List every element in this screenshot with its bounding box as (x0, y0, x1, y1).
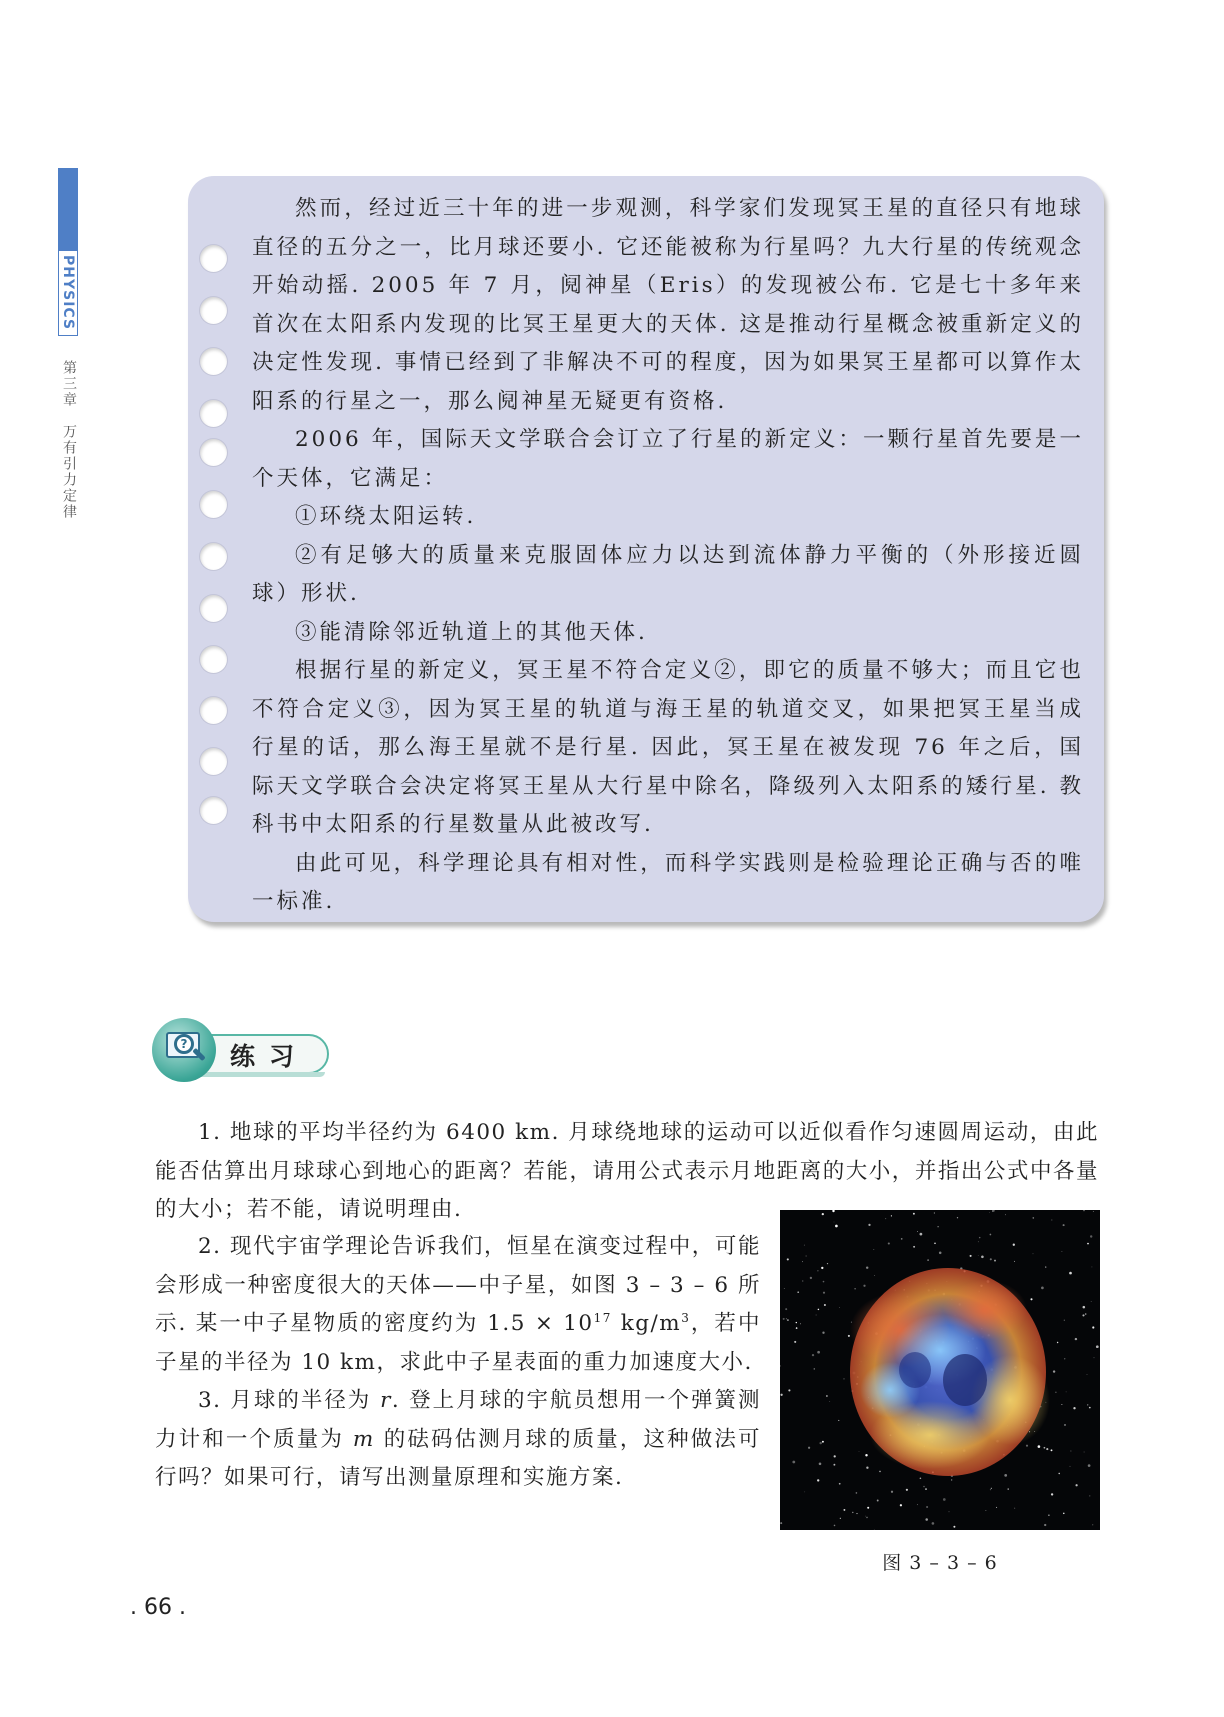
star (819, 1442, 821, 1444)
star (859, 1451, 860, 1452)
star (1061, 1251, 1062, 1252)
star (979, 1237, 980, 1238)
star (989, 1212, 990, 1213)
star (923, 1486, 925, 1488)
star (824, 1304, 826, 1306)
star (986, 1510, 987, 1511)
binder-ring (200, 797, 227, 824)
star (996, 1507, 997, 1508)
star (1032, 1217, 1034, 1219)
star (1075, 1338, 1077, 1340)
star (891, 1491, 893, 1493)
star (1005, 1214, 1006, 1215)
page-number: . 66 . (130, 1595, 186, 1620)
star (937, 1226, 938, 1227)
star (866, 1517, 868, 1519)
reading-paragraph: 2006 年，国际天文学联合会订立了行星的新定义：一颗行星首先要是一个天体，它满足： (252, 427, 1084, 491)
star (920, 1478, 922, 1480)
exercise-title: 练习 (230, 1042, 309, 1071)
star (796, 1322, 797, 1323)
star (927, 1259, 929, 1261)
star (823, 1281, 825, 1283)
star (1092, 1326, 1094, 1328)
star (885, 1218, 886, 1219)
side-color-bar (58, 168, 78, 250)
star (1064, 1358, 1065, 1359)
reading-list-item: ①环绕太阳运转. (295, 504, 477, 529)
star (991, 1488, 992, 1489)
star (806, 1256, 807, 1257)
question-3-text (155, 1382, 761, 1498)
star (854, 1288, 855, 1289)
star (1014, 1508, 1015, 1509)
star (943, 1498, 946, 1501)
binder-ring (200, 439, 227, 466)
star (1096, 1345, 1099, 1348)
star (874, 1275, 875, 1276)
star (1008, 1488, 1009, 1489)
question-2-part-c: ，若中子星的半径为 10 km，求此中子星表面的重力加速度大小. (155, 1311, 761, 1375)
star (920, 1233, 923, 1236)
star (829, 1401, 830, 1402)
star (792, 1461, 795, 1464)
question-3-part-a: 3. 月球的半径为 (198, 1388, 381, 1413)
star (848, 1335, 850, 1337)
star (1064, 1320, 1065, 1321)
star (822, 1213, 824, 1215)
binder-ring (200, 245, 227, 272)
star (913, 1213, 915, 1215)
star (787, 1319, 789, 1321)
star (1064, 1424, 1065, 1425)
star (797, 1291, 799, 1293)
star (1087, 1404, 1088, 1405)
star (1030, 1298, 1032, 1300)
star (808, 1447, 810, 1449)
binder-ring (200, 646, 227, 673)
star (822, 1332, 824, 1334)
star (992, 1210, 994, 1212)
star (1085, 1313, 1087, 1315)
star (780, 1394, 782, 1396)
star (1083, 1306, 1086, 1309)
star (957, 1217, 958, 1218)
star (822, 1441, 824, 1443)
star (794, 1341, 796, 1343)
star (1070, 1466, 1071, 1467)
question-2-text (155, 1228, 761, 1382)
star (917, 1231, 918, 1232)
star (1070, 1451, 1071, 1452)
star (1044, 1524, 1046, 1526)
star (816, 1315, 817, 1316)
star (868, 1224, 870, 1226)
star (1057, 1342, 1058, 1343)
star (823, 1292, 825, 1294)
reading-paragraph: 根据行星的新定义，冥王星不符合定义②，即它的质量不够大；而且它也不符合定义③，因为冥王星的轨道与海王星的轨道交叉，如果把冥王星当成行星的话，那么海王星就不是行星. 因此，冥王星在被发现 76 年之后，国际天文学联合会决定将冥王星从大行星中除名，降级列入太阳系的矮行星. 教科书中太阳系的行星数量从此被改写. (252, 658, 1084, 837)
star (939, 1252, 942, 1255)
star (874, 1529, 875, 1530)
star (839, 1483, 841, 1485)
star (926, 1506, 928, 1508)
star (1046, 1448, 1048, 1450)
star (913, 1246, 915, 1248)
star (780, 1522, 782, 1524)
star (1055, 1392, 1056, 1393)
star (863, 1285, 865, 1287)
question-2-part-a: 2. 现代宇宙学理论告诉我们，恒星在演变过程中，可能会形成一种密度很大的天体——中子星，如图 3 – 3 – 6 所示. 某一中子星物质的密度约为 1.5 × 10 (155, 1234, 761, 1336)
neutron-star-figure (780, 1210, 1100, 1530)
reading-paragraph: 由此可见，科学理论具有相对性，而科学实践则是检验理论正确与否的唯一标准. (252, 850, 1084, 914)
star (800, 1323, 801, 1324)
star (867, 1507, 869, 1509)
unit-exponent: 3 (681, 1310, 691, 1325)
star (970, 1255, 972, 1257)
exercise-icon-badge (152, 1018, 216, 1082)
nebula-image (780, 1210, 1100, 1530)
star (834, 1525, 836, 1527)
star (1093, 1211, 1094, 1212)
star (1048, 1514, 1049, 1515)
star (817, 1479, 819, 1481)
star (865, 1516, 866, 1517)
star (843, 1378, 844, 1379)
star (856, 1492, 858, 1494)
binder-ring (200, 348, 227, 375)
star (834, 1455, 836, 1457)
question-3-part-b: . 登上月球的宇航员想用一个弹簧测力计和一个质量为 (155, 1388, 762, 1452)
star (814, 1368, 816, 1370)
exercise-questions-2-3 (155, 1228, 761, 1498)
binder-ring (200, 697, 227, 724)
star (865, 1454, 867, 1456)
star (821, 1267, 823, 1269)
star (1075, 1484, 1077, 1486)
star (906, 1489, 908, 1491)
star (802, 1261, 803, 1262)
reading-list-item: ②有足够大的质量来克服固体应力以达到流体静力平衡的（外形接近圆球）形状. (252, 542, 1084, 606)
star (1058, 1473, 1059, 1474)
star (1038, 1445, 1041, 1448)
side-chapter-label: 第三章 万有引力定律 (61, 360, 77, 520)
star (1090, 1235, 1092, 1237)
side-subject-label: PHYSICS (58, 250, 78, 336)
star (784, 1288, 785, 1289)
star (839, 1307, 840, 1308)
binder-ring (200, 595, 227, 622)
binder-ring (200, 297, 227, 324)
star (981, 1256, 984, 1259)
star (1051, 1449, 1053, 1451)
star (1063, 1513, 1064, 1514)
star (949, 1511, 950, 1512)
star (833, 1464, 835, 1466)
star (1091, 1301, 1092, 1302)
star (1026, 1445, 1028, 1447)
star (934, 1242, 936, 1244)
star (1052, 1220, 1053, 1221)
star (873, 1249, 874, 1250)
star (817, 1270, 818, 1271)
mass-variable: m (352, 1426, 375, 1452)
star (804, 1245, 805, 1246)
star (1083, 1210, 1084, 1211)
star (917, 1504, 918, 1505)
star (866, 1467, 868, 1469)
star (834, 1222, 835, 1223)
binder-ring (200, 400, 227, 427)
star (1082, 1314, 1084, 1316)
star (1089, 1407, 1091, 1409)
star (978, 1255, 979, 1256)
star (817, 1351, 820, 1354)
star (1051, 1493, 1053, 1495)
star (877, 1500, 879, 1502)
star (932, 1522, 935, 1525)
star (900, 1504, 902, 1506)
star (1094, 1357, 1095, 1358)
star (818, 1309, 820, 1311)
binder-ring (200, 543, 227, 570)
exercise-header (152, 1018, 332, 1086)
star (925, 1518, 928, 1521)
star (826, 1395, 828, 1397)
star (843, 1509, 845, 1511)
star (812, 1354, 814, 1356)
figure-caption: 图 3 – 3 – 6 (882, 1552, 998, 1574)
star (990, 1489, 991, 1490)
star (901, 1238, 903, 1240)
star (1041, 1287, 1044, 1290)
star (838, 1420, 839, 1421)
star (1088, 1464, 1091, 1467)
star (1091, 1266, 1092, 1267)
star (951, 1479, 952, 1480)
star (810, 1277, 812, 1279)
star (796, 1327, 798, 1329)
star (827, 1263, 828, 1264)
reading-list-item: ③能清除邻近轨道上的其他天体. (295, 619, 648, 645)
star (1084, 1452, 1085, 1453)
star (888, 1242, 890, 1244)
star (1044, 1447, 1046, 1449)
star (1045, 1266, 1046, 1267)
star (953, 1526, 955, 1528)
star (852, 1512, 853, 1513)
star (1063, 1224, 1065, 1226)
star (1013, 1244, 1015, 1246)
star (832, 1210, 834, 1212)
star (1033, 1253, 1034, 1254)
radius-variable: r (380, 1388, 392, 1413)
magnifier-icon: ? (174, 1034, 194, 1054)
star (934, 1213, 935, 1214)
star (802, 1281, 803, 1282)
star (787, 1258, 789, 1260)
star (1087, 1374, 1088, 1375)
star (990, 1234, 992, 1236)
star (990, 1258, 992, 1260)
star (1004, 1474, 1007, 1477)
question-2-unit: kg/m (611, 1311, 682, 1336)
star (1069, 1272, 1072, 1275)
star (780, 1365, 781, 1367)
star (1087, 1243, 1089, 1245)
star (879, 1471, 881, 1473)
binder-ring (200, 748, 227, 775)
star (1092, 1524, 1093, 1525)
star (994, 1210, 995, 1211)
star (786, 1318, 787, 1319)
star (1061, 1404, 1062, 1405)
star (1089, 1495, 1090, 1496)
star (1066, 1392, 1067, 1393)
star (819, 1463, 822, 1466)
star (788, 1389, 790, 1391)
star (925, 1488, 927, 1490)
star (994, 1260, 996, 1262)
star (891, 1215, 892, 1216)
reading-paragraph: 然而，经过近三十年的进一步观测，科学家们发现冥王星的直径只有地球直径的五分之一，比月球还要小. 它还能被称为行星吗？九大行星的传统观念开始动摇. 2005 年 7 月，阋神星（Eris）的发现被公布. 它是七十多年来首次在太阳系内发现的比冥王星更大的天体. 这是推动行星概念被重新定义的决定性发现. 事情已经到了非解决不可的程度，因为如果冥王星都可以算作太阳系的行星之一，那么阋神星无疑更有资格. (252, 196, 1084, 414)
binder-ring (200, 491, 227, 518)
density-exponent: 17 (593, 1310, 612, 1325)
star (840, 1518, 841, 1519)
star (835, 1225, 838, 1228)
star (978, 1241, 979, 1242)
star (866, 1266, 868, 1268)
star (1053, 1370, 1055, 1372)
reading-text (252, 190, 1084, 922)
star (783, 1318, 785, 1320)
question-3-part-c: 的砝码估测月球的质量，这种做法可行吗？如果可行，请写出测量原理和实施方案. (155, 1426, 761, 1490)
star (785, 1308, 787, 1310)
star (804, 1492, 805, 1493)
star (1073, 1407, 1075, 1409)
question-1-text: 1. 地球的平均半径约为 6400 km. 月球绕地球的运动可以近似看作匀速圆周运动，由此能否估算出月球球心到地心的距离？若能，请用公式表示月地距离的大小，并指出公式中各量的大小；若不能，请说明理由. (155, 1120, 1099, 1222)
star (1014, 1261, 1015, 1262)
star (856, 1513, 857, 1514)
